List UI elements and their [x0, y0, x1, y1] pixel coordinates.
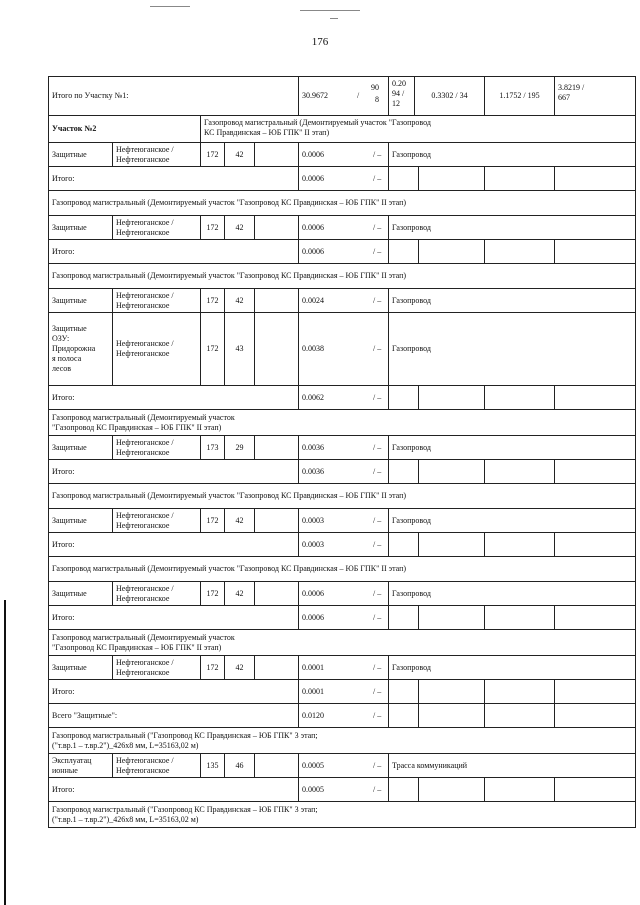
usage-purpose: Газопровод: [388, 436, 636, 459]
plot-number: 42: [224, 656, 254, 679]
usage-purpose: Газопровод: [388, 509, 636, 532]
subtotal-label: Итого:: [48, 240, 298, 263]
area-separator: / –: [373, 149, 382, 159]
subtotal-row: [48, 777, 636, 801]
protection-category: Защитные: [48, 582, 112, 605]
plot-area: 0.0003: [298, 509, 370, 532]
empty-cell: [418, 386, 484, 409]
area-separator: / –: [373, 588, 382, 598]
usage-purpose: Газопровод: [388, 582, 636, 605]
empty-cell: [554, 386, 636, 409]
subtotal-area: 0.0006: [298, 167, 370, 190]
empty-cell: [418, 167, 484, 190]
quarter-number: 172: [200, 289, 224, 312]
section1-total-area: 30.9672: [302, 91, 328, 100]
usage-purpose: Газопровод: [388, 143, 636, 166]
empty-cell: [254, 436, 298, 459]
plot-number: 42: [224, 582, 254, 605]
empty-cell: [254, 289, 298, 312]
plot-number: 46: [224, 754, 254, 777]
subtotal-label: Итого:: [48, 680, 298, 703]
empty-cell: [484, 460, 554, 483]
plot-area: 0.0006: [298, 216, 370, 239]
usage-purpose: Газопровод: [388, 289, 636, 312]
subtotal-label: Всего "Защитные":: [48, 704, 298, 727]
empty-cell: [418, 240, 484, 263]
plot-area: 0.0005: [298, 754, 370, 777]
empty-cell: [418, 460, 484, 483]
subtotal-row: [48, 703, 636, 727]
empty-cell: [484, 680, 554, 703]
empty-cell: [254, 754, 298, 777]
forestry-name: Нефтеюганское / Нефтеюганское: [112, 436, 200, 459]
object-description: Газопровод магистральный ("Газопровод КС Правдинская – ЮБ ГПК" 3 этап; ("т.вр.1 – т.вр.2")_426х8 мм, L=35163,02 м): [48, 728, 636, 753]
section2-label: Участок №2: [48, 116, 200, 142]
section1-total-frac-bottom: 8: [375, 95, 379, 104]
forestry-name: Нефтеюганское / Нефтеюганское: [112, 509, 200, 532]
plot-area: 0.0001: [298, 656, 370, 679]
subtotal-area: 0.0005: [298, 778, 370, 801]
subtotal-row: [48, 239, 636, 263]
section1-total-col-c: 1.1752 / 195: [484, 77, 554, 115]
object-section-row: [48, 801, 636, 828]
subtotal-row: [48, 532, 636, 556]
subtotal-area: 0.0006: [298, 606, 370, 629]
empty-cell: [418, 778, 484, 801]
plot-data-row: [48, 508, 636, 532]
plot-number: 29: [224, 436, 254, 459]
usage-purpose: Трасса коммуникаций: [388, 754, 636, 777]
object-description: Газопровод магистральный (Демонтируемый участок "Газопровод КС Правдинская – ЮБ ГПК" II этап): [48, 191, 636, 215]
quarter-number: 172: [200, 509, 224, 532]
area-separator: / –: [373, 760, 382, 770]
object-description: Газопровод магистральный (Демонтируемый участок "Газопровод КС Правдинская – ЮБ ГПК" II этап): [48, 484, 636, 508]
empty-cell: [554, 778, 636, 801]
subtotal-row: [48, 166, 636, 190]
area-separator: / –: [373, 344, 382, 353]
empty-cell: [254, 656, 298, 679]
empty-cell: [554, 533, 636, 556]
scan-artifact: [150, 6, 190, 7]
object-section-row: [48, 409, 636, 435]
empty-cell: [554, 167, 636, 190]
usage-purpose: Газопровод: [388, 216, 636, 239]
forestry-name: Нефтеюганское / Нефтеюганское: [112, 143, 200, 166]
empty-cell: [388, 460, 418, 483]
empty-cell: [388, 606, 418, 629]
section2-description: Газопровод магистральный (Демонтируемый участок "Газопровод КС Правдинская – ЮБ ГПК" II этап): [200, 116, 636, 142]
protection-category: Защитные: [48, 289, 112, 312]
section2-header-row: [48, 115, 636, 142]
object-description: Газопровод магистральный (Демонтируемый участок "Газопровод КС Правдинская – ЮБ ГПК" II этап): [48, 557, 636, 581]
area-separator: / –: [373, 222, 382, 232]
empty-cell: [418, 704, 484, 727]
forestry-name: Нефтеюганское / Нефтеюганское: [112, 289, 200, 312]
section1-total-slash: /: [357, 91, 360, 100]
section1-total-frac-top: 90: [371, 83, 379, 92]
plot-number: 42: [224, 216, 254, 239]
plot-area: 0.0006: [298, 582, 370, 605]
empty-cell: [388, 240, 418, 263]
empty-cell: [254, 313, 298, 385]
section1-total-col-d: 3.8219 / 667: [554, 77, 636, 115]
quarter-number: 172: [200, 216, 224, 239]
subtotal-separator: / –: [373, 539, 382, 549]
subtotal-row: [48, 385, 636, 409]
empty-cell: [388, 533, 418, 556]
empty-cell: [554, 704, 636, 727]
empty-cell: [418, 533, 484, 556]
empty-cell: [484, 533, 554, 556]
empty-cell: [418, 680, 484, 703]
subtotal-separator: / –: [373, 173, 382, 183]
object-section-row: [48, 556, 636, 581]
protection-category: Защитные: [48, 143, 112, 166]
subtotal-separator: / –: [373, 246, 382, 256]
page-number: 176: [311, 36, 329, 48]
forestry-name: Нефтеюганское / Нефтеюганское: [112, 216, 200, 239]
protection-category: Эксплуатац ионные: [48, 754, 112, 777]
area-separator: / –: [373, 662, 382, 672]
empty-cell: [484, 167, 554, 190]
plot-number: 42: [224, 289, 254, 312]
object-description: Газопровод магистральный (Демонтируемый участок "Газопровод КС Правдинская – ЮБ ГПК" II этап): [48, 410, 636, 435]
area-separator: / –: [373, 442, 382, 452]
empty-cell: [418, 606, 484, 629]
register-rows: [48, 142, 636, 828]
forestry-name: Нефтеюганское / Нефтеюганское: [112, 582, 200, 605]
scan-artifact: [300, 10, 360, 11]
plot-data-row: [48, 288, 636, 312]
subtotal-area: 0.0062: [298, 386, 370, 409]
subtotal-separator: / –: [373, 784, 382, 794]
plot-data-row: [48, 753, 636, 777]
plot-area: 0.0036: [298, 436, 370, 459]
scan-margin-bar: [4, 600, 6, 905]
empty-cell: [254, 509, 298, 532]
forestry-name: Нефтеюганское / Нефтеюганское: [112, 754, 200, 777]
subtotal-area: 0.0006: [298, 240, 370, 263]
plot-data-row: [48, 312, 636, 385]
quarter-number: 135: [200, 754, 224, 777]
protection-category: Защитные: [48, 656, 112, 679]
object-description: Газопровод магистральный ("Газопровод КС Правдинская – ЮБ ГПК" 3 этап; ("т.вр.1 – т.вр.2")_426х8 мм, L=35163,02 м): [48, 802, 636, 827]
plot-data-row: [48, 655, 636, 679]
empty-cell: [254, 143, 298, 166]
plot-data-row: [48, 142, 636, 166]
protection-category: Защитные: [48, 509, 112, 532]
section1-total-area-cell: [298, 77, 388, 115]
empty-cell: [254, 582, 298, 605]
scan-artifact: [330, 18, 338, 19]
subtotal-label: Итого:: [48, 606, 298, 629]
empty-cell: [554, 460, 636, 483]
empty-cell: [388, 386, 418, 409]
section1-total-col-a: 0.20 94 / 12: [388, 77, 414, 115]
empty-cell: [388, 167, 418, 190]
subtotal-separator: / –: [373, 612, 382, 622]
empty-cell: [484, 240, 554, 263]
quarter-number: 172: [200, 313, 224, 385]
empty-cell: [484, 704, 554, 727]
section1-total-label: Итого по Участку №1:: [48, 77, 298, 115]
empty-cell: [388, 680, 418, 703]
subtotal-area: 0.0036: [298, 460, 370, 483]
empty-cell: [484, 386, 554, 409]
object-section-row: [48, 190, 636, 215]
object-section-row: [48, 483, 636, 508]
plot-area: 0.0024: [298, 289, 370, 312]
forest-register-table: [48, 76, 636, 828]
quarter-number: 173: [200, 436, 224, 459]
plot-number: 42: [224, 509, 254, 532]
quarter-number: 172: [200, 582, 224, 605]
forestry-name: Нефтеюганское / Нефтеюганское: [112, 656, 200, 679]
object-description: Газопровод магистральный (Демонтируемый участок "Газопровод КС Правдинская – ЮБ ГПК" II этап): [48, 630, 636, 655]
section1-total-col-b: 0.3302 / 34: [414, 77, 484, 115]
subtotal-row: [48, 459, 636, 483]
subtotal-label: Итого:: [48, 778, 298, 801]
usage-purpose: Газопровод: [388, 313, 636, 385]
subtotal-separator: / –: [373, 466, 382, 476]
subtotal-area: 0.0120: [298, 704, 370, 727]
empty-cell: [484, 778, 554, 801]
plot-data-row: [48, 435, 636, 459]
plot-data-row: [48, 581, 636, 605]
empty-cell: [484, 606, 554, 629]
empty-cell: [554, 606, 636, 629]
plot-area: 0.0038: [298, 313, 370, 385]
plot-area: 0.0006: [298, 143, 370, 166]
empty-cell: [388, 778, 418, 801]
subtotal-label: Итого:: [48, 167, 298, 190]
empty-cell: [254, 216, 298, 239]
subtotal-label: Итого:: [48, 386, 298, 409]
subtotal-label: Итого:: [48, 533, 298, 556]
object-description: Газопровод магистральный (Демонтируемый участок "Газопровод КС Правдинская – ЮБ ГПК" II этап): [48, 264, 636, 288]
subtotal-label: Итого:: [48, 460, 298, 483]
plot-number: 42: [224, 143, 254, 166]
subtotal-area: 0.0001: [298, 680, 370, 703]
area-separator: / –: [373, 515, 382, 525]
usage-purpose: Газопровод: [388, 656, 636, 679]
protection-category: Защитные: [48, 436, 112, 459]
subtotal-separator: / –: [373, 710, 382, 720]
subtotal-separator: / –: [373, 686, 382, 696]
empty-cell: [554, 680, 636, 703]
empty-cell: [388, 704, 418, 727]
quarter-number: 172: [200, 656, 224, 679]
subtotal-separator: / –: [373, 392, 382, 402]
plot-data-row: [48, 215, 636, 239]
empty-cell: [554, 240, 636, 263]
object-section-row: [48, 263, 636, 288]
section1-total-row: [48, 76, 636, 115]
protection-category: Защитные ОЗУ: Придорожна я полоса лесов: [48, 313, 112, 385]
object-section-row: [48, 629, 636, 655]
subtotal-row: [48, 679, 636, 703]
forestry-name: Нефтеюганское / Нефтеюганское: [112, 313, 200, 385]
object-section-row: [48, 727, 636, 753]
area-separator: / –: [373, 295, 382, 305]
plot-number: 43: [224, 313, 254, 385]
quarter-number: 172: [200, 143, 224, 166]
subtotal-area: 0.0003: [298, 533, 370, 556]
protection-category: Защитные: [48, 216, 112, 239]
subtotal-row: [48, 605, 636, 629]
